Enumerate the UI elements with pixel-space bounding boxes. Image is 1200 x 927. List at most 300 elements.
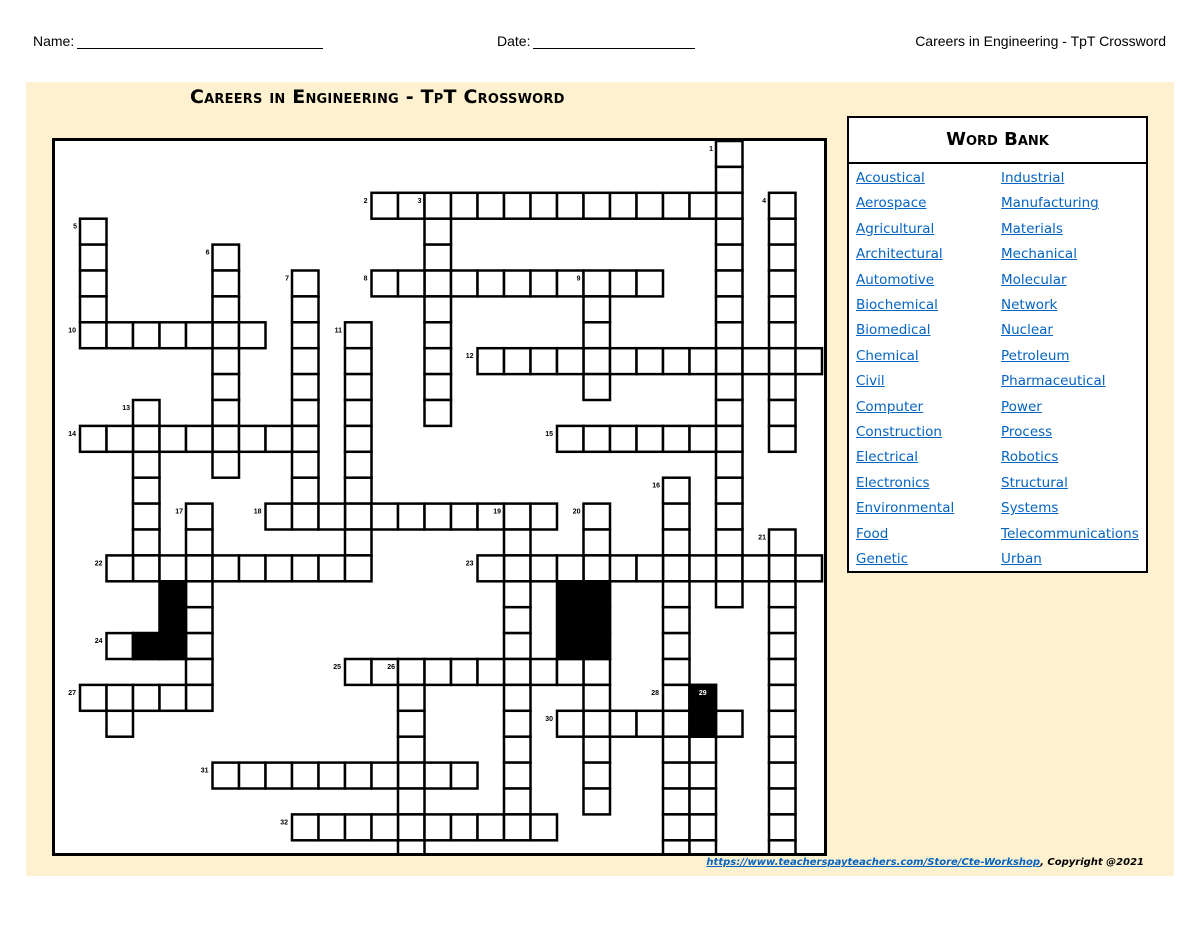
word-bank-item[interactable]: Architectural xyxy=(856,246,943,263)
grid-cell[interactable] xyxy=(398,685,425,711)
grid-cell[interactable] xyxy=(345,814,372,840)
grid-cell[interactable] xyxy=(557,426,584,452)
grid-cell[interactable] xyxy=(769,814,796,840)
word-bank-item[interactable]: Genetic xyxy=(856,551,909,567)
word-bank-item[interactable]: Manufacturing xyxy=(1001,195,1099,212)
grid-cell[interactable] xyxy=(292,271,319,297)
grid-cell[interactable] xyxy=(584,296,611,322)
grid-cell[interactable] xyxy=(213,452,240,478)
grid-cell[interactable] xyxy=(690,348,717,374)
grid-cell[interactable] xyxy=(769,426,796,452)
word-bank-item[interactable]: Electronics xyxy=(856,474,930,491)
grid-cell[interactable] xyxy=(345,374,372,400)
grid-cell[interactable] xyxy=(610,193,637,219)
grid-cell[interactable] xyxy=(213,271,240,297)
grid-cell[interactable] xyxy=(769,348,796,374)
grid-cell[interactable] xyxy=(372,193,399,219)
grid-cell[interactable] xyxy=(663,555,690,581)
grid-cell[interactable] xyxy=(107,426,134,452)
grid-cell[interactable] xyxy=(663,607,690,633)
grid-cell[interactable] xyxy=(133,504,160,530)
word-bank-item[interactable]: Molecular xyxy=(1001,271,1067,288)
grid-cell[interactable] xyxy=(292,296,319,322)
grid-cell[interactable] xyxy=(478,659,505,685)
grid-cell[interactable] xyxy=(133,478,160,504)
grid-cell[interactable] xyxy=(584,685,611,711)
word-bank-item[interactable]: Network xyxy=(1001,297,1058,313)
grid-cell[interactable] xyxy=(769,737,796,763)
grid-cell[interactable] xyxy=(133,400,160,426)
grid-cell[interactable] xyxy=(663,814,690,840)
grid-cell[interactable] xyxy=(716,711,743,737)
word-bank-item[interactable]: Acoustical xyxy=(856,170,925,186)
grid-cell[interactable] xyxy=(716,193,743,219)
grid-cell[interactable] xyxy=(716,322,743,348)
grid-cell[interactable] xyxy=(345,555,372,581)
grid-cell[interactable] xyxy=(345,348,372,374)
grid-cell[interactable] xyxy=(504,789,531,815)
grid-cell[interactable] xyxy=(372,814,399,840)
grid-cell[interactable] xyxy=(425,814,452,840)
grid-cell[interactable] xyxy=(769,581,796,607)
grid-cell[interactable] xyxy=(690,763,717,789)
word-bank-item[interactable]: Aerospace xyxy=(856,195,927,212)
grid-cell[interactable] xyxy=(769,530,796,556)
grid-cell[interactable] xyxy=(716,141,743,167)
grid-cell[interactable] xyxy=(319,763,346,789)
grid-cell[interactable] xyxy=(663,193,690,219)
grid-cell[interactable] xyxy=(504,763,531,789)
grid-cell[interactable] xyxy=(478,193,505,219)
grid-cell[interactable] xyxy=(716,504,743,530)
grid-cell[interactable] xyxy=(531,814,558,840)
grid-cell[interactable] xyxy=(769,633,796,659)
clue-number: 4 xyxy=(762,197,766,205)
grid-cell[interactable] xyxy=(610,711,637,737)
grid-cell[interactable] xyxy=(345,452,372,478)
grid-cell[interactable] xyxy=(557,659,584,685)
grid-cell[interactable] xyxy=(292,478,319,504)
word-bank-item[interactable]: Robotics xyxy=(1001,449,1059,466)
grid-cell[interactable] xyxy=(504,607,531,633)
grid-cell[interactable] xyxy=(80,271,107,297)
grid-cell[interactable] xyxy=(637,426,664,452)
grid-cell[interactable] xyxy=(398,659,425,685)
grid-cell[interactable] xyxy=(213,763,240,789)
grid-cell[interactable] xyxy=(716,426,743,452)
grid-cell[interactable] xyxy=(504,659,531,685)
grid-cell[interactable] xyxy=(107,711,134,737)
grid-cell[interactable] xyxy=(425,504,452,530)
grid-cell[interactable] xyxy=(133,426,160,452)
grid-cell[interactable] xyxy=(584,555,611,581)
grid-cell[interactable] xyxy=(584,374,611,400)
grid-cell[interactable] xyxy=(107,555,134,581)
grid-cell[interactable] xyxy=(637,271,664,297)
grid-cell[interactable] xyxy=(451,659,478,685)
grid-cell[interactable] xyxy=(716,245,743,271)
grid-cell[interactable] xyxy=(292,322,319,348)
grid-cell[interactable] xyxy=(186,581,213,607)
grid-cell[interactable] xyxy=(663,659,690,685)
grid-cell[interactable] xyxy=(584,659,611,685)
grid-cell[interactable] xyxy=(398,840,425,853)
grid-cell[interactable] xyxy=(637,348,664,374)
grid-cell[interactable] xyxy=(504,711,531,737)
grid-cell[interactable] xyxy=(292,814,319,840)
grid-cell[interactable] xyxy=(743,555,770,581)
grid-cell[interactable] xyxy=(637,711,664,737)
word-bank-item[interactable]: Systems xyxy=(1001,500,1059,517)
grid-cell[interactable] xyxy=(186,426,213,452)
footer-link[interactable]: https://www.teacherspayteachers.com/Store/Cte-Workshop xyxy=(706,857,1041,868)
grid-cell[interactable] xyxy=(663,478,690,504)
clue-number: 28 xyxy=(651,689,659,697)
grid-cell[interactable] xyxy=(213,296,240,322)
grid-cell[interactable] xyxy=(769,296,796,322)
word-bank-item[interactable]: Biomedical xyxy=(856,322,931,339)
grid-cell[interactable] xyxy=(186,555,213,581)
grid-cell[interactable] xyxy=(425,763,452,789)
grid-cell[interactable] xyxy=(425,348,452,374)
grid-cell[interactable] xyxy=(716,581,743,607)
grid-cell[interactable] xyxy=(160,555,187,581)
grid-cell[interactable] xyxy=(584,789,611,815)
grid-cell[interactable] xyxy=(213,555,240,581)
grid-cell[interactable] xyxy=(637,555,664,581)
clue-number: 24 xyxy=(94,638,103,646)
grid-cell[interactable] xyxy=(769,322,796,348)
grid-cell[interactable] xyxy=(292,348,319,374)
grid-cell[interactable] xyxy=(584,426,611,452)
grid-cell[interactable] xyxy=(160,322,187,348)
grid-cell[interactable] xyxy=(769,607,796,633)
grid-cell[interactable] xyxy=(425,193,452,219)
grid-cell[interactable] xyxy=(239,426,266,452)
grid-cell[interactable] xyxy=(319,504,346,530)
word-bank-item[interactable]: Telecommunications xyxy=(1001,525,1139,542)
clue-number: 9 xyxy=(576,275,581,283)
grid-cell[interactable] xyxy=(345,322,372,348)
grid-cell[interactable] xyxy=(690,426,717,452)
grid-cell[interactable] xyxy=(80,219,107,245)
grid-cell[interactable] xyxy=(398,711,425,737)
grid-cell[interactable] xyxy=(531,555,558,581)
grid-cell[interactable] xyxy=(80,426,107,452)
grid-cell[interactable] xyxy=(663,840,690,853)
grid-cell[interactable] xyxy=(716,400,743,426)
grid-cell[interactable] xyxy=(584,530,611,556)
grid-cell[interactable] xyxy=(80,322,107,348)
grid-cell[interactable] xyxy=(557,711,584,737)
word-bank-item[interactable]: Food xyxy=(856,525,889,542)
grid-cell[interactable] xyxy=(557,555,584,581)
grid-cell[interactable] xyxy=(504,814,531,840)
grid-cell[interactable] xyxy=(186,659,213,685)
grid-cell[interactable] xyxy=(690,555,717,581)
grid-cell[interactable] xyxy=(478,504,505,530)
grid-cell[interactable] xyxy=(186,504,213,530)
grid-cell[interactable] xyxy=(80,296,107,322)
grid-cell[interactable] xyxy=(769,763,796,789)
grid-cell[interactable] xyxy=(345,763,372,789)
grid-cell[interactable] xyxy=(425,659,452,685)
grid-cell[interactable] xyxy=(504,555,531,581)
grid-cell[interactable] xyxy=(160,426,187,452)
grid-cell[interactable] xyxy=(716,374,743,400)
grid-cell[interactable] xyxy=(504,271,531,297)
grid-cell[interactable] xyxy=(186,530,213,556)
grid-cell[interactable] xyxy=(451,814,478,840)
grid-cell[interactable] xyxy=(663,711,690,737)
grid-cell[interactable] xyxy=(663,581,690,607)
grid-cell[interactable] xyxy=(584,193,611,219)
grid-cell[interactable] xyxy=(531,271,558,297)
grid-cell[interactable] xyxy=(584,271,611,297)
grid-cell[interactable] xyxy=(504,530,531,556)
grid-cell[interactable] xyxy=(213,322,240,348)
grid-cell[interactable] xyxy=(266,555,293,581)
grid-cell[interactable] xyxy=(451,271,478,297)
grid-cell[interactable] xyxy=(160,685,187,711)
grid-cell[interactable] xyxy=(504,633,531,659)
grid-cell[interactable] xyxy=(690,193,717,219)
word-bank-item[interactable]: Industrial xyxy=(1001,170,1065,186)
word-bank-item[interactable]: Agricultural xyxy=(856,220,935,237)
grid-cell[interactable] xyxy=(319,555,346,581)
grid-cell[interactable] xyxy=(186,607,213,633)
grid-cell[interactable] xyxy=(372,271,399,297)
grid-cell[interactable] xyxy=(345,478,372,504)
grid-cell[interactable] xyxy=(663,348,690,374)
grid-cell[interactable] xyxy=(425,400,452,426)
grid-cell[interactable] xyxy=(663,685,690,711)
grid-cell[interactable] xyxy=(584,763,611,789)
word-bank-item[interactable]: Biochemical xyxy=(856,297,938,313)
grid-cell[interactable] xyxy=(769,271,796,297)
word-bank-item[interactable]: Civil xyxy=(856,373,885,390)
grid-cell[interactable] xyxy=(213,374,240,400)
grid-cell[interactable] xyxy=(292,504,319,530)
grid-cell[interactable] xyxy=(266,426,293,452)
grid-cell[interactable] xyxy=(663,789,690,815)
grid-cell[interactable] xyxy=(663,426,690,452)
grid-cell[interactable] xyxy=(425,322,452,348)
grid-cell[interactable] xyxy=(398,737,425,763)
grid-cell[interactable] xyxy=(690,814,717,840)
grid-cell[interactable] xyxy=(186,322,213,348)
grid-cell[interactable] xyxy=(239,555,266,581)
grid-cell[interactable] xyxy=(425,374,452,400)
grid-cell[interactable] xyxy=(769,659,796,685)
grid-cell[interactable] xyxy=(796,348,823,374)
word-bank-item[interactable]: Environmental xyxy=(856,500,955,517)
grid-cell[interactable] xyxy=(292,763,319,789)
grid-cell[interactable] xyxy=(769,374,796,400)
grid-cell[interactable] xyxy=(398,814,425,840)
grid-cell[interactable] xyxy=(133,530,160,556)
grid-cell[interactable] xyxy=(557,193,584,219)
grid-cell[interactable] xyxy=(690,840,717,853)
grid-cell[interactable] xyxy=(584,711,611,737)
grid-cell[interactable] xyxy=(372,763,399,789)
grid-cell[interactable] xyxy=(292,452,319,478)
grid-cell[interactable] xyxy=(663,763,690,789)
grid-cell[interactable] xyxy=(107,322,134,348)
word-bank-item[interactable]: Chemical xyxy=(856,347,919,364)
grid-cell[interactable] xyxy=(716,530,743,556)
grid-cell[interactable] xyxy=(504,348,531,374)
word-bank-item[interactable]: Nuclear xyxy=(1001,322,1053,339)
grid-cell[interactable] xyxy=(292,374,319,400)
word-bank-item[interactable]: Construction xyxy=(856,424,942,440)
grid-cell[interactable] xyxy=(769,193,796,219)
grid-cell[interactable] xyxy=(186,685,213,711)
grid-cell[interactable] xyxy=(345,659,372,685)
grid-cell[interactable] xyxy=(478,814,505,840)
grid-cell[interactable] xyxy=(663,633,690,659)
grid-cell[interactable] xyxy=(557,271,584,297)
grid-cell[interactable] xyxy=(637,193,664,219)
word-bank-item[interactable]: Pharmaceutical xyxy=(1001,373,1106,390)
grid-cell[interactable] xyxy=(345,400,372,426)
grid-cell[interactable] xyxy=(610,348,637,374)
grid-cell[interactable] xyxy=(319,814,346,840)
grid-cell[interactable] xyxy=(107,633,134,659)
grid-cell[interactable] xyxy=(584,322,611,348)
grid-block xyxy=(133,633,160,659)
grid-cell[interactable] xyxy=(504,581,531,607)
grid-cell[interactable] xyxy=(213,245,240,271)
grid-cell[interactable] xyxy=(107,685,134,711)
grid-cell[interactable] xyxy=(239,322,266,348)
grid-cell[interactable] xyxy=(398,193,425,219)
grid-cell[interactable] xyxy=(345,504,372,530)
grid-cell[interactable] xyxy=(266,504,293,530)
grid-cell[interactable] xyxy=(610,555,637,581)
grid-cell[interactable] xyxy=(451,763,478,789)
grid-cell[interactable] xyxy=(451,504,478,530)
grid-cell[interactable] xyxy=(292,400,319,426)
grid-cell[interactable] xyxy=(769,789,796,815)
grid-cell[interactable] xyxy=(504,685,531,711)
grid-cell[interactable] xyxy=(133,452,160,478)
grid-cell[interactable] xyxy=(504,504,531,530)
grid-cell[interactable] xyxy=(213,348,240,374)
word-bank-item[interactable]: Power xyxy=(1001,398,1042,415)
grid-cell[interactable] xyxy=(478,271,505,297)
grid-cell[interactable] xyxy=(133,685,160,711)
grid-cell[interactable] xyxy=(769,245,796,271)
grid-cell[interactable] xyxy=(531,348,558,374)
grid-cell[interactable] xyxy=(584,504,611,530)
name-line[interactable] xyxy=(77,36,323,49)
grid-cell[interactable] xyxy=(743,348,770,374)
grid-cell[interactable] xyxy=(716,219,743,245)
grid-cell[interactable] xyxy=(716,271,743,297)
grid-cell[interactable] xyxy=(663,504,690,530)
grid-cell[interactable] xyxy=(504,193,531,219)
grid-cell[interactable] xyxy=(769,711,796,737)
grid-cell[interactable] xyxy=(610,426,637,452)
grid-cell[interactable] xyxy=(769,685,796,711)
grid-cell[interactable] xyxy=(716,478,743,504)
grid-cell[interactable] xyxy=(716,348,743,374)
grid-cell[interactable] xyxy=(398,789,425,815)
grid-cell[interactable] xyxy=(531,504,558,530)
grid-cell[interactable] xyxy=(398,271,425,297)
grid-cell[interactable] xyxy=(398,763,425,789)
grid-cell[interactable] xyxy=(425,219,452,245)
grid-cell[interactable] xyxy=(584,348,611,374)
grid-cell[interactable] xyxy=(80,245,107,271)
grid-cell[interactable] xyxy=(769,840,796,853)
grid-cell[interactable] xyxy=(292,426,319,452)
grid-cell[interactable] xyxy=(557,348,584,374)
grid-cell[interactable] xyxy=(266,763,293,789)
grid-cell[interactable] xyxy=(769,400,796,426)
grid-cell[interactable] xyxy=(610,271,637,297)
grid-cell[interactable] xyxy=(531,193,558,219)
grid-cell[interactable] xyxy=(716,167,743,193)
word-bank-item[interactable]: Automotive xyxy=(856,271,935,288)
grid-cell[interactable] xyxy=(425,245,452,271)
grid-cell[interactable] xyxy=(663,530,690,556)
grid-cell[interactable] xyxy=(690,737,717,763)
word-bank-item[interactable]: Process xyxy=(1001,424,1053,440)
word-bank-item[interactable]: Computer xyxy=(856,398,924,415)
grid-cell[interactable] xyxy=(345,530,372,556)
grid-cell[interactable] xyxy=(716,296,743,322)
clue-number: 13 xyxy=(122,405,130,412)
grid-cell[interactable] xyxy=(133,555,160,581)
grid-cell[interactable] xyxy=(186,633,213,659)
grid-cell[interactable] xyxy=(478,348,505,374)
grid-cell[interactable] xyxy=(716,555,743,581)
grid-cell[interactable] xyxy=(133,322,160,348)
word-bank-item[interactable]: Urban xyxy=(1001,551,1042,567)
grid-cell[interactable] xyxy=(213,426,240,452)
grid-cell[interactable] xyxy=(213,400,240,426)
grid-cell[interactable] xyxy=(372,504,399,530)
word-bank-item[interactable]: Electrical xyxy=(856,449,919,466)
grid-cell[interactable] xyxy=(239,763,266,789)
grid-cell[interactable] xyxy=(80,685,107,711)
grid-cell[interactable] xyxy=(796,555,823,581)
grid-cell[interactable] xyxy=(425,296,452,322)
word-bank-item[interactable]: Petroleum xyxy=(1001,347,1070,364)
date-line[interactable] xyxy=(533,36,695,49)
grid-cell[interactable] xyxy=(584,737,611,763)
grid-cell[interactable] xyxy=(292,555,319,581)
grid-cell[interactable] xyxy=(345,426,372,452)
word-bank-item[interactable]: Materials xyxy=(1001,220,1063,237)
grid-cell[interactable] xyxy=(716,452,743,478)
grid-cell[interactable] xyxy=(398,504,425,530)
word-bank-item[interactable]: Mechanical xyxy=(1001,246,1077,263)
grid-cell[interactable] xyxy=(478,555,505,581)
grid-cell[interactable] xyxy=(663,737,690,763)
grid-cell[interactable] xyxy=(504,737,531,763)
word-bank-item[interactable]: Structural xyxy=(1001,474,1068,491)
grid-cell[interactable] xyxy=(531,659,558,685)
grid-cell[interactable] xyxy=(372,659,399,685)
grid-cell[interactable] xyxy=(690,789,717,815)
grid-cell[interactable] xyxy=(425,271,452,297)
grid-cell[interactable] xyxy=(451,193,478,219)
grid-cell[interactable] xyxy=(769,219,796,245)
grid-cell[interactable] xyxy=(769,555,796,581)
